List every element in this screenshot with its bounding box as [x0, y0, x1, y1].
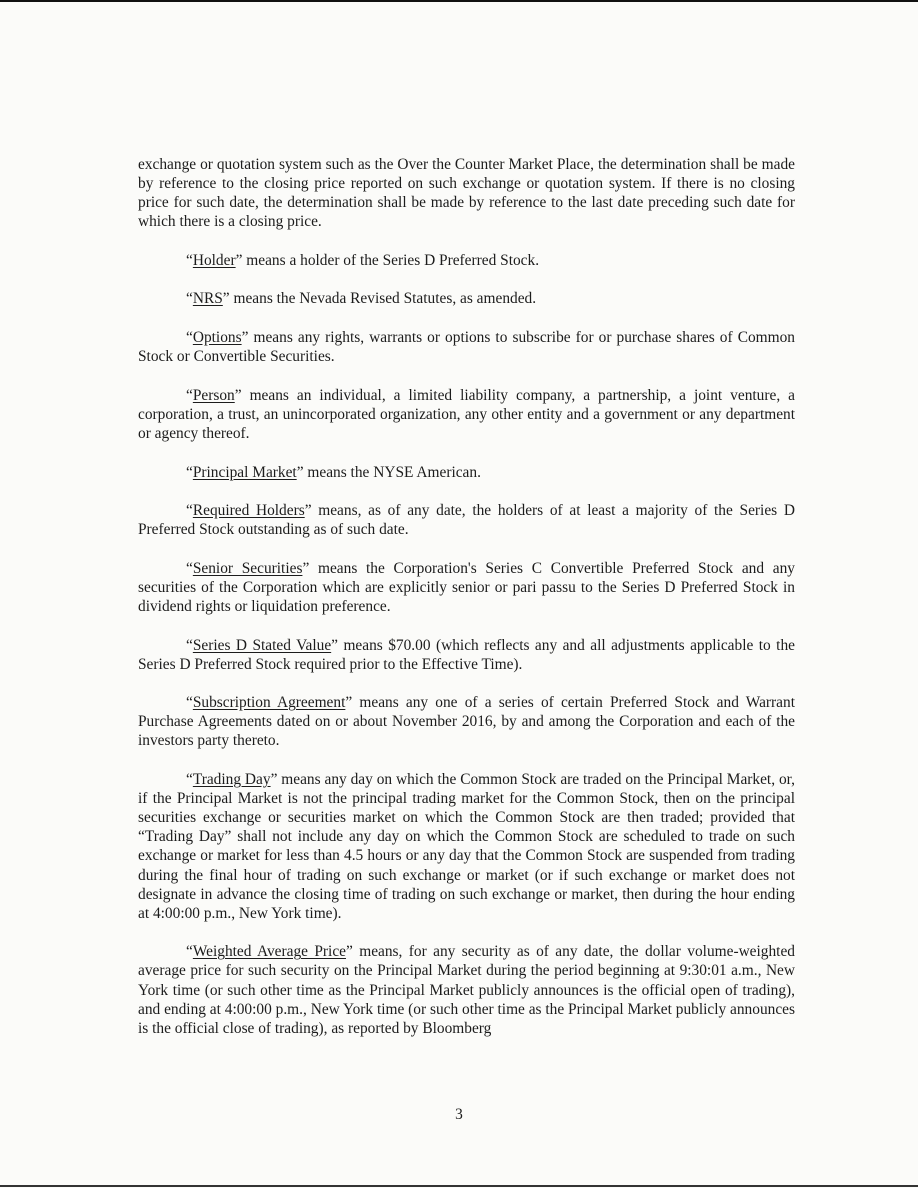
definition-text: means any one of a series of certain Preferred Stock and Warrant Purchase Agreements dated on or about November 2016, by and among the Corporation and each of the investors party thereto. [138, 694, 795, 750]
open-quote: “ [186, 502, 193, 520]
defined-term: Required Holders [192, 502, 305, 520]
document-body [138, 155, 795, 1057]
definition-text: means any day on which the Common Stock are traded on the Principal Market, or, if the Principal Market is not the principal trading market for the Common Stock, then on the principal securities exchange or securities market on which the Common Stock are then traded; provided that “Trading Day” shall not include any day on which the Common Stock are scheduled to trade on such exchange or market for less than 4.5 hours or any day that the Common Stock are suspended from trading during the final hour of trading on such exchange or market (or if such exchange or market does not designate in advance the closing time of trading on such exchange or market, then during the hour ending at 4:00:00 p.m., New York time). [138, 771, 795, 922]
definition-paragraph [138, 328, 795, 366]
close-quote: ” [235, 251, 243, 269]
definition-paragraph [138, 463, 795, 482]
close-quote: ” [241, 329, 249, 347]
definition-paragraph [138, 942, 795, 1037]
definition-text: means any rights, warrants or options to subscribe for or purchase shares of Common Stock or Convertible Securities. [138, 329, 795, 366]
definition-text: means an individual, a limited liability company, a partnership, a joint venture, a corporation, a trust, an unincorporated organization, any other entity and a government or any department or agency thereof. [138, 386, 795, 442]
definition-paragraph [138, 636, 795, 674]
defined-term: Subscription Agreement [192, 694, 346, 712]
open-quote: “ [186, 463, 193, 481]
defined-term: Weighted Average Price [192, 943, 346, 961]
open-quote: “ [186, 771, 193, 789]
defined-term: Holder [192, 251, 236, 269]
open-quote: “ [186, 559, 193, 577]
defined-term: NRS [192, 290, 223, 308]
close-quote: ” [270, 771, 278, 789]
scan-top-edge [0, 0, 918, 2]
defined-term: Options [192, 329, 242, 347]
definition-text: means, as of any date, the holders of at least a majority of the Series D Preferred Stock outstanding as of such date. [138, 502, 795, 539]
open-quote: “ [186, 290, 193, 308]
open-quote: “ [186, 329, 193, 347]
close-quote: ” [222, 290, 230, 308]
definition-paragraph [138, 289, 795, 308]
definition-paragraph [138, 559, 795, 616]
defined-term: Principal Market [192, 463, 297, 481]
close-quote: ” [296, 463, 304, 481]
close-quote: ” [302, 559, 310, 577]
close-quote: ” [331, 636, 338, 654]
open-quote: “ [186, 943, 193, 961]
close-quote: ” [234, 386, 242, 404]
close-quote: ” [345, 694, 353, 712]
continuation-paragraph: exchange or quotation system such as the Over the Counter Market Place, the determination shall be made by reference to the closing price reported on such exchange or quotation system. If there is no closing price for such date, the determination shall be made by reference to the last date preceding such date for which there is a closing price. [138, 156, 795, 231]
definition-text: means the Corporation's Series C Convertible Preferred Stock and any securities of the Corporation which are explicitly senior or pari passu to the Series D Preferred Stock in dividend rights or liquidation preference. [138, 559, 795, 615]
defined-term: Person [192, 386, 235, 404]
defined-term: Trading Day [192, 771, 271, 789]
definition-paragraph [138, 770, 795, 923]
definitions-list [138, 251, 795, 1038]
definition-text: means $70.00 (which reflects any and all adjustments applicable to the Series D Preferred Stock required prior to the Effective Time). [138, 636, 795, 673]
definition-paragraph [138, 693, 795, 750]
definition-paragraph [138, 251, 795, 270]
open-quote: “ [186, 251, 193, 269]
close-quote: ” [345, 943, 353, 961]
definition-text: means a holder of the Series D Preferred Stock. [242, 251, 540, 269]
close-quote: ” [304, 502, 312, 520]
defined-term: Series D Stated Value [192, 636, 332, 654]
definition-text: means the Nevada Revised Statutes, as amended. [229, 290, 537, 308]
defined-term: Senior Securities [192, 559, 303, 577]
definition-paragraph [138, 501, 795, 539]
scan-bottom-edge [0, 1185, 918, 1187]
definition-text: means the NYSE American. [303, 463, 481, 481]
open-quote: “ [186, 694, 193, 712]
open-quote: “ [186, 636, 193, 654]
definition-text: means, for any security as of any date, the dollar volume-weighted average price for such security on the Principal Market during the period beginning at 9:30:01 a.m., New York time (or such other time as the Principal Market publicly announces is the official open of trading), and ending at 4:00:00 p.m., New York time (or such other time as the Principal Market publicly announces is the official close of trading), as reported by Bloomberg [138, 943, 795, 1037]
definition-paragraph [138, 386, 795, 443]
open-quote: “ [186, 386, 193, 404]
page-number: 3 [455, 1106, 463, 1123]
